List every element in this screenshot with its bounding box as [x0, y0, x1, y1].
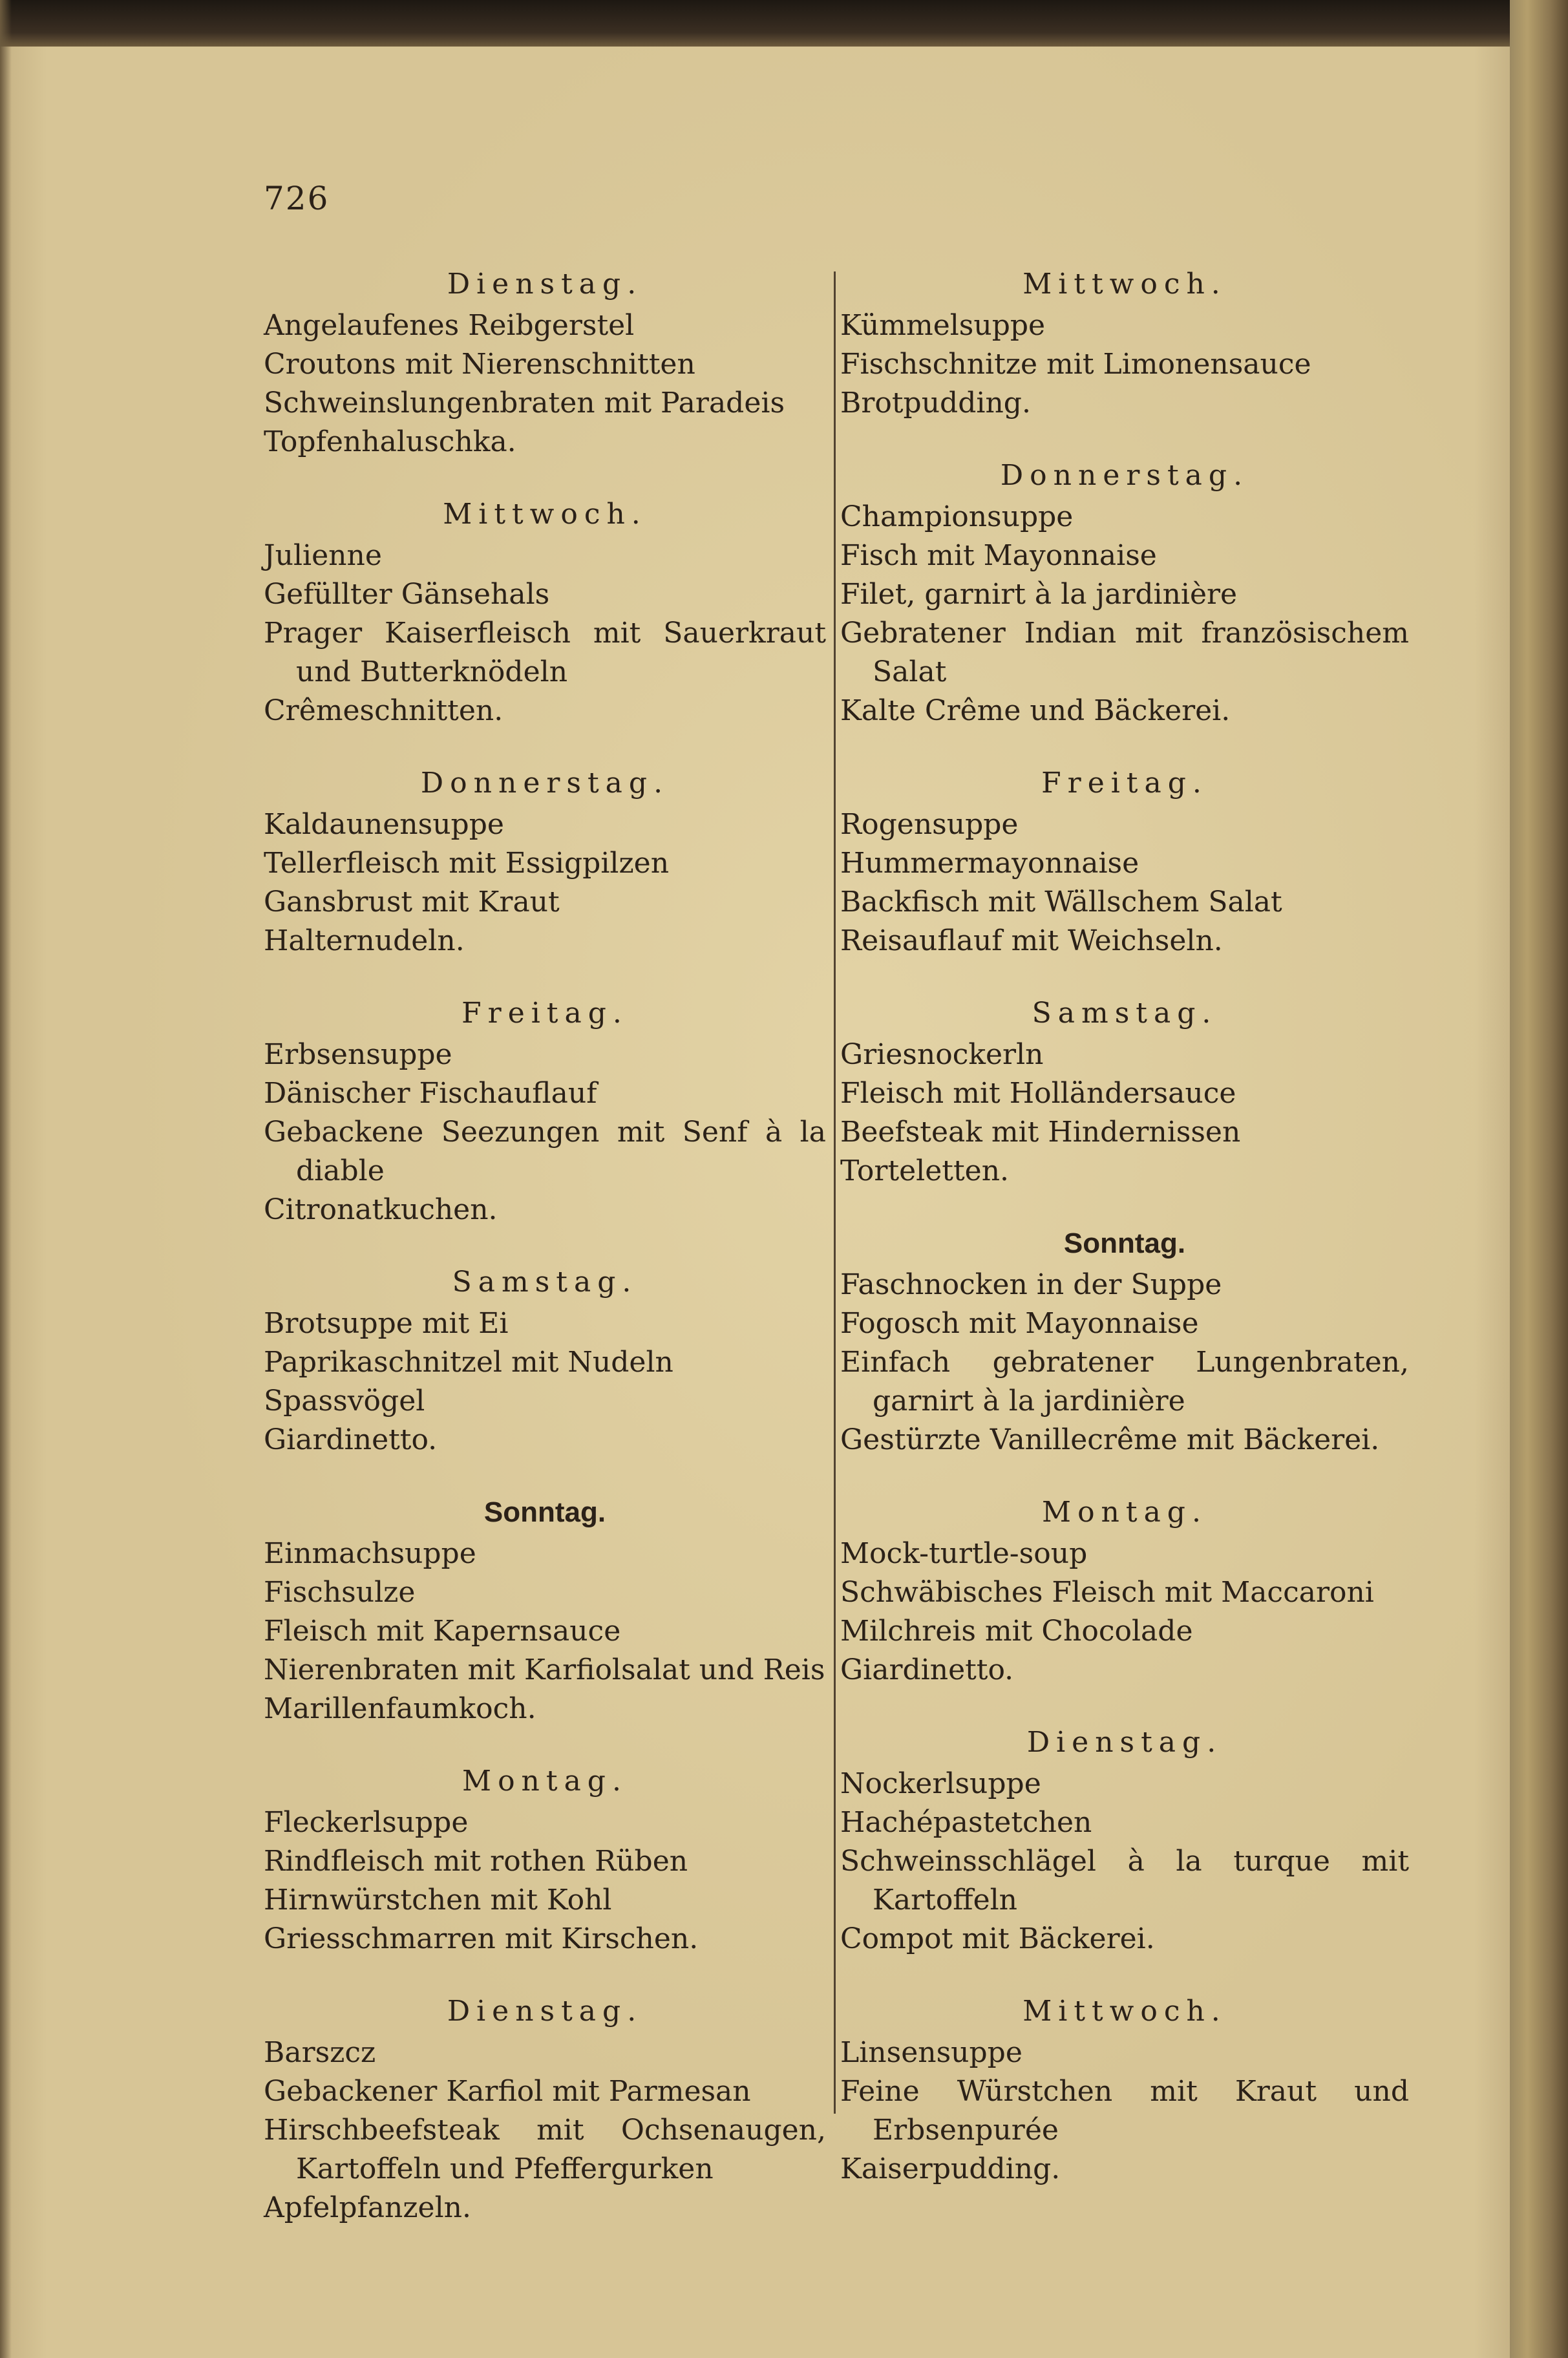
dish-list [264, 1036, 826, 1229]
dish-item: Griesschmarren mit Kirschen. [264, 1922, 699, 1955]
dish-item: Marillenfaumkoch. [264, 1692, 536, 1725]
dish-item: Julienne [264, 539, 382, 572]
dish-item: Beefsteak mit Hindernissen [840, 1116, 1241, 1149]
dish-item: Rogensuppe [840, 808, 1019, 841]
dish-item: Kümmelsuppe [840, 309, 1046, 342]
dish-list [264, 1535, 826, 1728]
column-divider [834, 271, 836, 2114]
dish-item: Nockerlsuppe [840, 1767, 1041, 1800]
dish-item: Angelaufenes Reibgerstel [264, 309, 635, 342]
dish-list [840, 805, 1409, 961]
day-heading: Montag. [1042, 1496, 1207, 1529]
dish-item: Championsuppe [840, 500, 1074, 533]
dish-list [264, 306, 826, 462]
dish-list [264, 1304, 826, 1460]
dish-item: Fischschnitze mit Limonensauce [840, 348, 1311, 381]
dish-list [840, 1765, 1409, 1959]
dish-item: Giardinetto. [840, 1653, 1014, 1686]
dish-item: Mock-turtle-soup [840, 1537, 1088, 1570]
dish-item: Barszcz [264, 2036, 376, 2069]
menu-day [840, 456, 1409, 730]
dish-list [840, 1036, 1409, 1191]
day-heading: Mittwoch. [1022, 268, 1227, 301]
dish-item: Fleisch mit Holländersauce [840, 1077, 1236, 1110]
dish-item: Einfach gebratener Lungenbraten, garnirt à la jardinière [840, 1346, 1409, 1418]
dish-list [264, 1803, 826, 1959]
menu-day [264, 764, 826, 961]
dish-item: Crêmeschnitten. [264, 694, 503, 727]
dish-item: Spassvögel [264, 1385, 425, 1418]
menu-day [840, 1723, 1409, 1959]
dish-item: Gebackener Karfiol mit Parmesan [264, 2075, 751, 2108]
menu-day [264, 1992, 826, 2227]
day-heading: Donnerstag. [420, 767, 670, 800]
dish-item: Filet, garnirt à la jardinière [840, 578, 1238, 611]
dish-item: Tellerfleisch mit Essigpilzen [264, 847, 670, 880]
dish-item: Faschnocken in der Suppe [840, 1268, 1222, 1301]
scan-right-edge [1510, 0, 1568, 2358]
menu-day [840, 764, 1409, 961]
dish-item: Kalte Crême und Bäckerei. [840, 694, 1231, 727]
day-heading: Freitag. [461, 997, 628, 1030]
day-heading: Dienstag. [447, 1995, 643, 2028]
dish-item: Prager Kaiserfleisch mit Sauerkraut und Butterknödeln [264, 617, 826, 688]
dish-item: Rindfleisch mit rothen Rüben [264, 1845, 688, 1878]
dish-item: Brotsuppe mit Ei [264, 1307, 509, 1340]
menu-day [840, 265, 1409, 423]
dish-list [264, 536, 826, 730]
menu-day [264, 495, 826, 730]
scan-left-edge [0, 0, 12, 2358]
dish-item: Linsensuppe [840, 2036, 1022, 2069]
day-heading: Dienstag. [447, 268, 643, 301]
day-heading: Donnerstag. [1000, 459, 1249, 492]
dish-item: Halternudeln. [264, 924, 465, 957]
menu-day [264, 1762, 826, 1959]
dish-item: Hirschbeefsteak mit Ochsenaugen, Kartoffeln und Pfeffergurken [264, 2114, 826, 2185]
dish-item: Croutons mit Nierenschnitten [264, 348, 695, 381]
day-heading: Freitag. [1041, 767, 1208, 800]
day-heading: Montag. [462, 1765, 628, 1798]
dish-list [840, 306, 1409, 423]
dish-item: Compot mit Bäckerei. [840, 1922, 1155, 1955]
menu-day [264, 994, 826, 1229]
dish-item: Kaldaunensuppe [264, 808, 504, 841]
day-heading: Sonntag. [483, 1496, 606, 1528]
dish-item: Schwäbisches Fleisch mit Maccaroni [840, 1576, 1374, 1609]
dish-list [264, 805, 826, 961]
dish-item: Hummermayonnaise [840, 847, 1139, 880]
dish-item: Gebackene Seezungen mit Senf à la diable [264, 1116, 826, 1187]
day-heading: Mittwoch. [443, 498, 647, 531]
dish-item: Paprikaschnitzel mit Nudeln [264, 1346, 673, 1379]
dish-item: Nierenbraten mit Karfiolsalat und Reis [264, 1653, 825, 1686]
dish-item: Fogosch mit Mayonnaise [840, 1307, 1199, 1340]
day-heading: Samstag. [1032, 997, 1218, 1030]
day-heading: Mittwoch. [1022, 1995, 1227, 2028]
dish-item: Hirnwürstchen mit Kohl [264, 1884, 612, 1917]
left-column [264, 265, 826, 2261]
dish-list [840, 2034, 1409, 2189]
menu-day [840, 994, 1409, 1191]
menu-day [840, 1493, 1409, 1690]
dish-item: Giardinetto. [264, 1423, 438, 1456]
dish-item: Topfenhaluschka. [264, 425, 516, 458]
dish-item: Dänischer Fischauflauf [264, 1077, 597, 1110]
dish-list [840, 1266, 1409, 1460]
day-heading: Sonntag. [1063, 1227, 1186, 1259]
dish-item: Apfelpfanzeln. [264, 2191, 471, 2224]
scan-top-edge [0, 0, 1568, 47]
dish-item: Erbsensuppe [264, 1038, 452, 1071]
dish-item: Citronatkuchen. [264, 1193, 498, 1226]
dish-item: Gansbrust mit Kraut [264, 886, 560, 919]
dish-item: Fisch mit Mayonnaise [840, 539, 1157, 572]
menu-day [264, 1493, 826, 1728]
menu-day [264, 1263, 826, 1460]
dish-item: Milchreis mit Chocolade [840, 1615, 1193, 1648]
dish-item: Hachépastetchen [840, 1806, 1092, 1839]
day-heading: Samstag. [452, 1266, 638, 1299]
dish-list [264, 2034, 826, 2227]
dish-list [840, 498, 1409, 730]
dish-list [840, 1535, 1409, 1690]
dish-item: Schweinsschlägel à la turque mit Kartoffeln [840, 1845, 1409, 1917]
dish-item: Brotpudding. [840, 387, 1031, 420]
dish-item: Griesnockerln [840, 1038, 1044, 1071]
dish-item: Fischsulze [264, 1576, 416, 1609]
dish-item: Feine Würstchen mit Kraut und Erbsenpurée [840, 2075, 1409, 2147]
dish-item: Fleisch mit Kapernsauce [264, 1615, 621, 1648]
dish-item: Schweinslungenbraten mit Paradeis [264, 387, 785, 420]
dish-item: Gefüllter Gänsehals [264, 578, 550, 611]
dish-item: Gebratener Indian mit französischem Salat [840, 617, 1409, 688]
page-number: 726 [264, 180, 330, 217]
menu-day [840, 1224, 1409, 1460]
dish-item: Gestürzte Vanillecrême mit Bäckerei. [840, 1423, 1380, 1456]
dish-item: Kaiserpudding. [840, 2152, 1061, 2185]
dish-item: Backfisch mit Wällschem Salat [840, 886, 1282, 919]
right-column [840, 265, 1409, 2222]
day-heading: Dienstag. [1026, 1726, 1223, 1759]
dish-item: Reisauflauf mit Weichseln. [840, 924, 1223, 957]
dish-item: Torteletten. [840, 1154, 1010, 1187]
menu-day [840, 1992, 1409, 2189]
menu-day [264, 265, 826, 462]
dish-item: Einmachsuppe [264, 1537, 476, 1570]
dish-item: Fleckerlsuppe [264, 1806, 469, 1839]
